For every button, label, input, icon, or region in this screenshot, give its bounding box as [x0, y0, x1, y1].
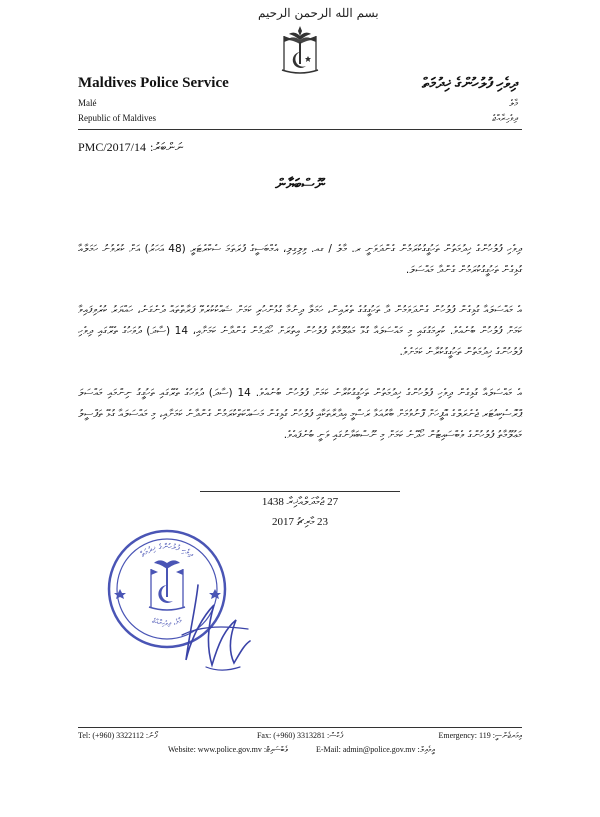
reference-number: PMC/2017/14 [78, 140, 147, 154]
footer-website[interactable]: Website: www.police.gov.mv :ވެބްސައިޓް [168, 745, 289, 754]
seal-text-bottom: މާލެ، ދިވެހިރާއްޖެ [150, 616, 184, 628]
footer-fax: Fax: (+960) 3313281 :ފެކްސް [256, 731, 344, 740]
body-paragraph-2: އެ މައްސަލައާ ގުޅިގެން ފުލުހުން ގެންދަވަމުން ދާ ތަހުގީގުގެ ތެރެއިން، ހަމަލާ ދިނުމާ ގުޅުންހުރި ކަމަށް ޝައްކުކުރެވޭ ފަރާތްތައް ދެނެގަނެ، ހައްޔަރު ކުރެވިފައިވާ ކަމަށް ފުލުހުން ބުނެއެވެ. ކުރިމަގުގައި މި މައްސަލައާ ގުޅޭ މަޢުލޫމާތު ފުލުހުން އިތުރަށް ހޯދަމުން ގެންދާނެ ކަމަށާއި، 14 (ސާދަ) ދުވަހުގެ ތެރޭގައި ދިވެހި ފުލުހުންގެ ޚިދުމަތުން ތަހުގީގުކުރާނެ ކަމަށެވެ. [78, 303, 522, 358]
reference-label: ނަންބަރު: [150, 140, 184, 154]
basmala-calligraphy: بسم الله الرحمن الرحيم [258, 6, 379, 20]
handwritten-signature-icon [178, 575, 258, 675]
body-paragraph-3: އެ މައްސަލައާ ގުޅިގެން ދިވެހި ފުލުހުންގެ ޚިދުމަތުން ތަހުގީގުކުރާނެ ކަމަށް ފުލުހުން ބުނެއެވެ. 14 (ސާދަ) ދުވަހުގެ ތެރޭގައި ތަހުގީގު ނިންމައި މައްސަލަ ޕްރޮސެކިއުޓަރ ޖެނެރަލްގެ އޮފީހަށް ފޮނުވުމަށް ބާރުއަޅާ ރަސްމީ އިދާރާތަކާއި ފުލުހުން ގުޅިގެން މަސައްކަތްކުރަމުން ގެންދާނެ ކަމަށާއި، މި މައްސަލައާ ގުޅޭ ތަފްސީލު މަޢުލޫމާތު ފުލުހުންގެ ވެބްސައިޓުން ހޯދޭނެ ކަމަށް މި ނޫސްބަޔާނުގައި ވަނީ ބުނެފައެވެ. [78, 386, 522, 441]
country-english: Republic of Maldives [78, 113, 156, 123]
date-gregorian: 23 މާރިޗު 2017 [272, 516, 328, 528]
seal-text-top: ދިވެހި ފުލުހުންގެ ޚިދުމަތް [138, 541, 196, 559]
org-name-dhivehi: ދިވެހި ފުލުހުންގެ ޚިދުމަތް [422, 76, 518, 92]
city-dhivehi: މާލެ [509, 98, 518, 108]
date-hijri: 27 ޖުމާދަލްއާޚިރާ 1438 [261, 496, 339, 508]
city-english: Malé [78, 98, 97, 108]
maldives-state-emblem-icon [270, 22, 330, 78]
footer-emergency: Emergency: 119 :އިމަރޖެންސީ [438, 731, 522, 740]
footer-email[interactable]: E-Mail: admin@police.gov.mv :އީމެއިލް [316, 745, 435, 754]
svg-text:ދިވެހި ފުލުހުންގެ ޚިދުމަތް [139, 542, 196, 559]
header-divider [78, 129, 522, 130]
date-separator-line [200, 491, 400, 492]
footer-telephone: Tel: (+960) 3322112 :ފޯނު [78, 731, 158, 740]
footer-divider [78, 727, 522, 728]
country-dhivehi: ދިވެހިރާއްޖެ [492, 113, 518, 123]
document-title: ނޫސްބަޔާން [275, 177, 325, 193]
org-name-english: Maldives Police Service [78, 75, 229, 91]
body-paragraph-1: ދިވެހި ފުލުހުންގެ ޚިދުމަތުން ތަހުގީގުކުރަމުން ގެންދަވަނީ ރ. މާލެ / ގއ. ވިލިގިލި، އެމްބަސީގެ ފުރަތަމަ ސެކްރެޓަރީ (48 އަހަރު) އަށް ކުރެވުނު ހަމަލާއާ ގުޅިގެން ތަހުގީގުކުރަމުން ގެންދާ މައްސަލަ. [78, 242, 523, 276]
